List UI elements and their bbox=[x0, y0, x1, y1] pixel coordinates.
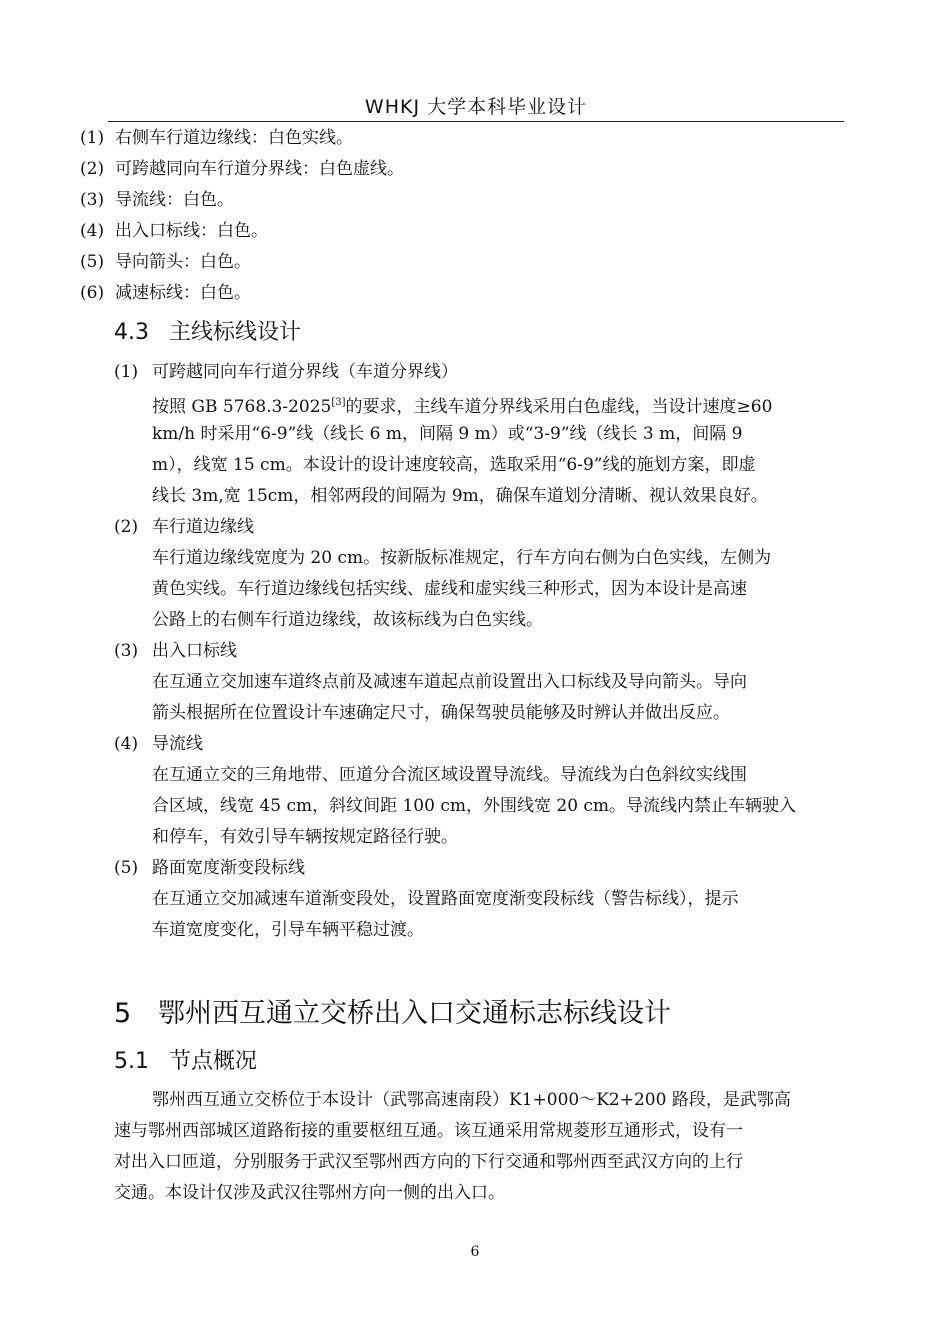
section-heading bbox=[114, 1047, 257, 1077]
list-number: (5) bbox=[80, 252, 105, 272]
paragraph-line: 箭头根据所在位置设计车速确定尺寸，确保驾驶员能够及时辨认并做出反应。 bbox=[152, 703, 730, 723]
list-number: (4) bbox=[80, 221, 105, 241]
section-number: 4.3 bbox=[114, 320, 149, 345]
paragraph-line bbox=[152, 391, 772, 419]
text-span: 的要求，主线车道分界线采用白色虚线，当设计速度≥60 bbox=[345, 397, 773, 417]
paragraph-line: 鄂州西互通立交桥位于本设计（武鄂高速南段）K1+000～K2+200 路段，是武鄂高 bbox=[152, 1090, 791, 1110]
paragraph-line: 合区域，线宽 45 cm，斜纹间距 100 cm，外围线宽 20 cm。导流线内禁止车辆驶入 bbox=[152, 796, 797, 816]
item-title: 路面宽度渐变段标线 bbox=[152, 858, 305, 878]
list-number: (3) bbox=[80, 190, 105, 210]
paragraph-line: 在互通立交加减速车道渐变段处，设置路面宽度渐变段标线（警告标线），提示 bbox=[152, 889, 739, 909]
list-number: (6) bbox=[80, 283, 105, 303]
item-number: (5) bbox=[114, 858, 139, 878]
section-title: 节点概况 bbox=[169, 1049, 258, 1074]
item-title: 出入口标线 bbox=[152, 641, 237, 661]
paragraph-line: 交通。本设计仅涉及武汉往鄂州方向一侧的出入口。 bbox=[114, 1183, 505, 1203]
page-number: 6 bbox=[470, 1244, 480, 1260]
section-title: 主线标线设计 bbox=[169, 320, 302, 345]
paragraph-line: 对出入口匝道，分别服务于武汉至鄂州西方向的下行交通和鄂州西至武汉方向的上行 bbox=[114, 1152, 743, 1172]
item-title: 可跨越同向车行道分界线（车道分界线） bbox=[152, 362, 458, 382]
list-number: (1) bbox=[80, 128, 105, 148]
item-number: (4) bbox=[114, 734, 139, 754]
list-item: 导流线：白色。 bbox=[115, 190, 234, 210]
list-item: 可跨越同向车行道分界线：白色虚线。 bbox=[115, 159, 404, 179]
item-number: (3) bbox=[114, 641, 139, 661]
list-number: (2) bbox=[80, 159, 105, 179]
list-item: 导向箭头：白色。 bbox=[115, 252, 251, 272]
list-item: 右侧车行道边缘线：白色实线。 bbox=[115, 128, 353, 148]
paragraph-line: 在互通立交的三角地带、匝道分合流区域设置导流线。导流线为白色斜纹实线围 bbox=[152, 765, 747, 785]
page-header bbox=[108, 92, 844, 122]
paragraph-line: 速与鄂州西部城区道路衔接的重要枢纽互通。该互通采用常规菱形互通形式，设有一 bbox=[114, 1121, 743, 1141]
text-span: 按照 GB 5768.3-2025 bbox=[152, 397, 332, 417]
chapter-title: 鄂州西互通立交桥出入口交通标志标线设计 bbox=[158, 998, 671, 1029]
paragraph-line: km/h 时采用“6-9”线（线长 6 m，间隔 9 m）或“3-9”线（线长 3 m，间隔 9 bbox=[152, 424, 743, 444]
paragraph-line: 车道宽度变化，引导车辆平稳过渡。 bbox=[152, 920, 424, 940]
item-number: (2) bbox=[114, 517, 139, 537]
section-number: 5.1 bbox=[114, 1049, 149, 1074]
chapter-number: 5 bbox=[114, 998, 132, 1029]
paragraph-line: 和停车，有效引导车辆按规定路径行驶。 bbox=[152, 827, 458, 847]
paragraph-line: 车行道边缘线宽度为 20 cm。按新版标准规定，行车方向右侧为白色实线，左侧为 bbox=[152, 548, 772, 568]
paragraph-line: 黄色实线。车行道边缘线包括实线、虚线和虚实线三种形式，因为本设计是高速 bbox=[152, 579, 747, 599]
list-item: 减速标线：白色。 bbox=[115, 283, 251, 303]
chapter-heading bbox=[114, 996, 671, 1032]
item-title: 车行道边缘线 bbox=[152, 517, 254, 537]
paragraph-line: 在互通立交加速车道终点前及减速车道起点前设置出入口标线及导向箭头。导向 bbox=[152, 672, 747, 692]
item-number: (1) bbox=[114, 362, 139, 382]
paragraph-line: 线长 3m,宽 15cm，相邻两段的间隔为 9m，确保车道划分清晰、视认效果良好。 bbox=[152, 486, 768, 506]
item-title: 导流线 bbox=[152, 734, 203, 754]
list-item: 出入口标线：白色。 bbox=[115, 221, 268, 241]
paragraph-line: 公路上的右侧车行道边缘线，故该标线为白色实线。 bbox=[152, 610, 543, 630]
section-heading bbox=[114, 318, 301, 348]
citation-ref[interactable]: [3] bbox=[331, 397, 346, 408]
paragraph-line: m），线宽 15 cm。本设计的设计速度较高，选取采用“6-9”线的施划方案，即虚 bbox=[152, 455, 756, 475]
header-title: WHKJ 大学本科毕业设计 bbox=[364, 96, 588, 118]
